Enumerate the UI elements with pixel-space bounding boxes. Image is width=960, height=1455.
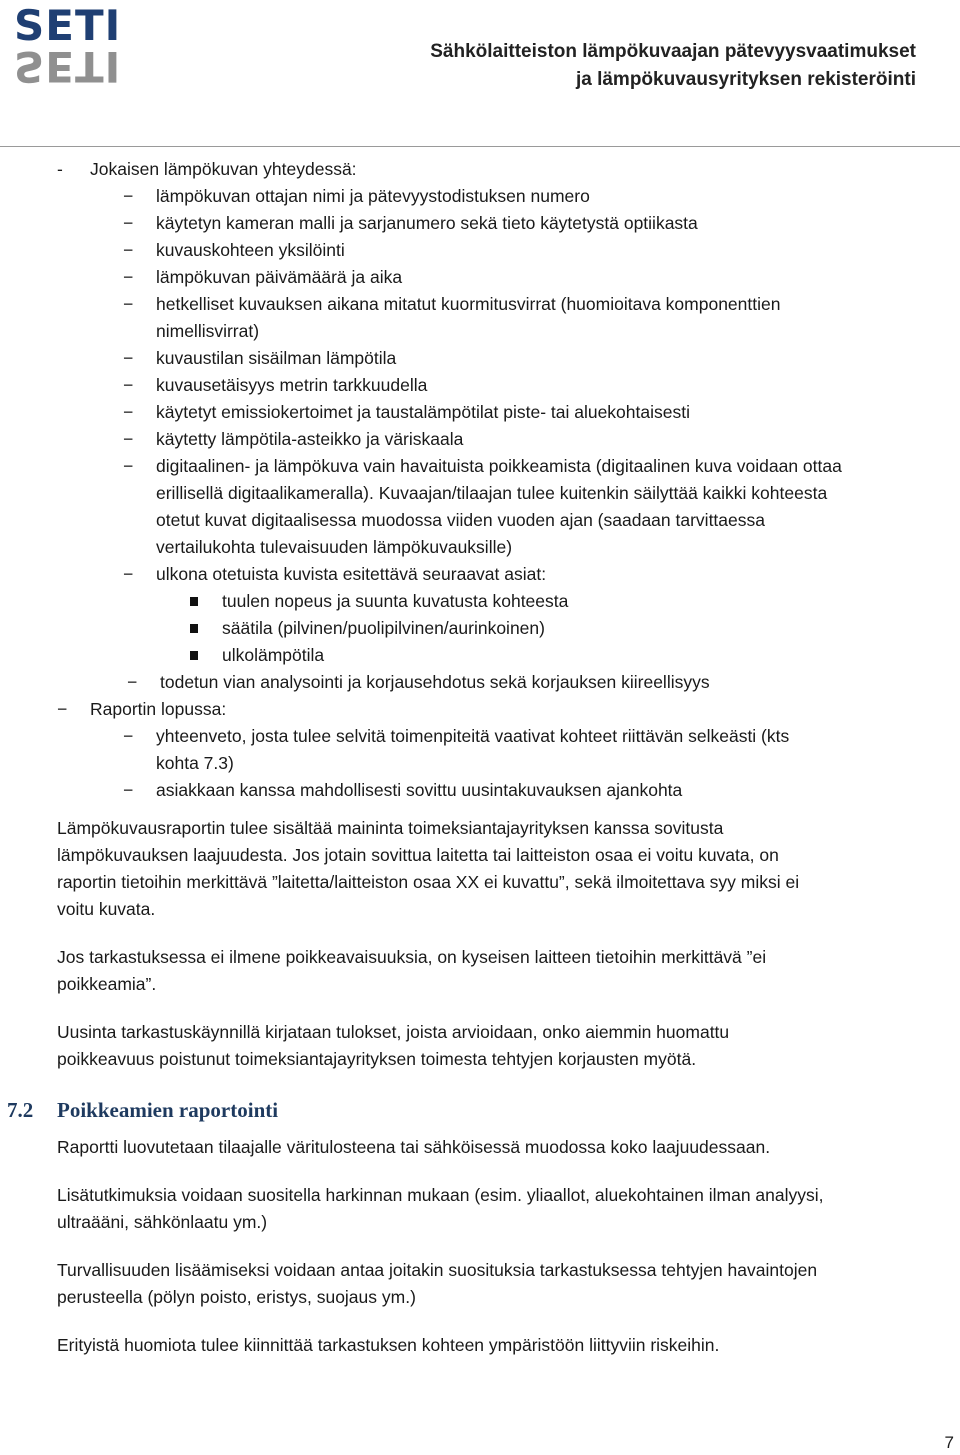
list-item-continuation [0,507,960,534]
document-title-line1: Sähkölaitteiston lämpökuvaajan pätevyysvaatimukset [430,41,916,62]
list-item-text: kuvaustilan sisäilman lämpötila [156,348,397,368]
square-bullet-icon [190,597,198,606]
list-item [0,210,960,237]
logo-text: SETI [14,1,122,50]
list-item-text: käytetty lämpötila-asteikko ja väriskaala [156,429,464,449]
list-marker: - [57,159,63,179]
list-item-text: todetun vian analysointi ja korjausehdotus sekä korjauksen kiireellisyys [160,672,710,692]
list-item [0,372,960,399]
sub-list-item-text: säätila (pilvinen/puolipilvinen/aurinkoinen) [222,618,545,638]
list-item [0,426,960,453]
logo-reflection: SETI [14,42,122,91]
paragraph-line: Jos tarkastuksessa ei ilmene poikkeavaisuuksia, on kyseisen laitteen tietoihin merkittävä ”ei [57,947,767,967]
list-item-text: Raportin lopussa: [90,699,227,719]
section-paragraph-safety [0,1257,960,1311]
list-item-text: asiakkaan kanssa mahdollisesti sovittu uusintakuvauksen ajankohta [156,780,683,800]
page-header [0,0,960,148]
list-item-text: kuvausetäisyys metrin tarkkuudella [156,375,428,395]
list-marker: − [123,456,134,476]
spacer [0,804,960,815]
spacer [0,998,960,1019]
list-item [0,291,960,318]
list-item-text: käytetyn kameran malli ja sarjanumero sekä tieto käytetystä optiikasta [156,213,698,233]
list-item [0,723,960,750]
list-item-text: käytetyt emissiokertoimet ja taustalämpötilat piste- tai aluekohtaisesti [156,402,690,422]
page-number: 7 [944,1433,954,1452]
paragraph-line: Lämpökuvausraportin tulee sisältää maininta toimeksiantajayrityksen kanssa sovitusta [57,818,724,838]
document-title [430,38,916,94]
section-paragraph-delivery [0,1134,960,1161]
list-item-text: lämpökuvan ottajan nimi ja pätevyystodistuksen numero [156,186,590,206]
spacer [0,923,960,944]
list-item-continuation [0,750,960,777]
list-item-text: lämpökuvan päivämäärä ja aika [156,267,403,287]
list-item [0,777,960,804]
list-marker: − [123,375,134,395]
spacer [0,1124,960,1134]
sub-list-item [0,615,960,642]
paragraph-line: lämpökuvauksen laajuudesta. Jos jotain sovittua laitetta tai laitteiston osaa ei voitu kuvata, on [57,845,779,865]
section-paragraph-additional-studies [0,1182,960,1236]
square-bullet-icon [190,651,198,660]
section-number: 7.2 [7,1098,34,1122]
document-title-line2: ja lämpökuvausyrityksen rekisteröinti [575,69,916,90]
page-content [0,156,960,1359]
list-marker: − [123,213,134,233]
list-item-text: kohta 7.3) [156,753,234,773]
paragraph-line: raportin tietoihin merkittävä ”laitetta/laitteiston osaa XX ei kuvattu”, sekä ilmoitettava syy miksi ei [57,872,800,892]
list-item-text: digitaalinen- ja lämpökuva vain havaituista poikkeamista (digitaalinen kuva voidaan ottaa [156,456,842,476]
list-item-text: erillisellä digitaalikameralla). Kuvaajan/tilaajan tulee kuitenkin säilyttää kaikki kohteesta [156,483,828,503]
spacer [0,1236,960,1257]
list-marker: − [123,240,134,260]
paragraph-line: poikkeavuus poistunut toimeksiantajayrityksen toimesta tehtyjen korjausten myötä. [57,1049,697,1069]
list-item-text: nimellisvirrat) [156,321,260,341]
paragraph-line: Raportti luovutetaan tilaajalle väritulosteena tai sähköisessä muodossa koko laajuudessaan. [57,1137,771,1157]
list-item [0,237,960,264]
list-marker: − [123,429,134,449]
paragraph-no-deviations [0,944,960,998]
list-item-text: yhteenveto, josta tulee selvitä toimenpiteitä vaativat kohteet riittävän selkeästi (kts [156,726,790,746]
list-item-text: ulkona otetuista kuvista esitettävä seuraavat asiat: [156,564,547,584]
list-item [0,453,960,480]
paragraph-scope [0,815,960,923]
square-bullet-icon [190,624,198,633]
list-item [0,399,960,426]
paragraph-line: voitu kuvata. [57,899,156,919]
list-item-continuation [0,480,960,507]
section-paragraph-risks [0,1332,960,1359]
list-item-text: kuvauskohteen yksilöinti [156,240,345,260]
list-item [0,183,960,210]
list-item [0,561,960,588]
list-marker: − [127,672,138,692]
paragraph-line: Erityistä huomiota tulee kiinnittää tarkastuksen kohteen ympäristöön liittyviin riskeihin. [57,1335,720,1355]
paragraph-line: Lisätutkimuksia voidaan suositella harkinnan mukaan (esim. yliaallot, aluekohtainen ilman analyysi, [57,1185,824,1205]
list-item [0,156,960,183]
list-marker: − [123,726,134,746]
list-item [0,696,960,723]
list-marker: − [123,402,134,422]
list-marker: − [123,294,134,314]
paragraph-line: Uusinta tarkastuskäynnillä kirjataan tulokset, joista arvioidaan, onko aiemmin huomattu [57,1022,730,1042]
list-item-text: hetkelliset kuvauksen aikana mitatut kuormitusvirrat (huomioitava komponenttien [156,294,781,314]
sub-list-item [0,588,960,615]
list-item [0,669,960,696]
list-item-text: otetut kuvat digitaalisessa muodossa viiden vuoden ajan (saadaan tarvittaessa [156,510,765,530]
paragraph-line: Turvallisuuden lisäämiseksi voidaan antaa joitakin suosituksia tarkastuksessa tehtyjen havaintojen [57,1260,818,1280]
list-marker: − [57,699,68,719]
paragraph-line: poikkeamia”. [57,974,157,994]
spacer [0,1073,960,1096]
list-item-text: Jokaisen lämpökuvan yhteydessä: [90,159,357,179]
paragraph-line: ultraääni, sähkönlaatu ym.) [57,1212,268,1232]
list-item [0,345,960,372]
list-marker: − [123,186,134,206]
list-item [0,264,960,291]
list-marker: − [123,780,134,800]
seti-logo [14,1,160,91]
list-marker: − [123,267,134,287]
spacer [0,1311,960,1332]
sub-list-item [0,642,960,669]
list-item-continuation [0,318,960,345]
sub-list-item-text: ulkolämpötila [222,645,325,665]
paragraph-line: perusteella (pölyn poisto, eristys, suojaus ym.) [57,1287,416,1307]
header-divider [0,146,960,147]
section-heading [0,1096,960,1124]
list-item-continuation [0,534,960,561]
list-marker: − [123,564,134,584]
sub-list-item-text: tuulen nopeus ja suunta kuvatusta kohteesta [222,591,569,611]
spacer [0,1161,960,1182]
list-item-text: vertailukohta tulevaisuuden lämpökuvauksille) [156,537,513,557]
paragraph-revisit [0,1019,960,1073]
section-title: Poikkeamien raportointi [57,1098,279,1122]
list-marker: − [123,348,134,368]
